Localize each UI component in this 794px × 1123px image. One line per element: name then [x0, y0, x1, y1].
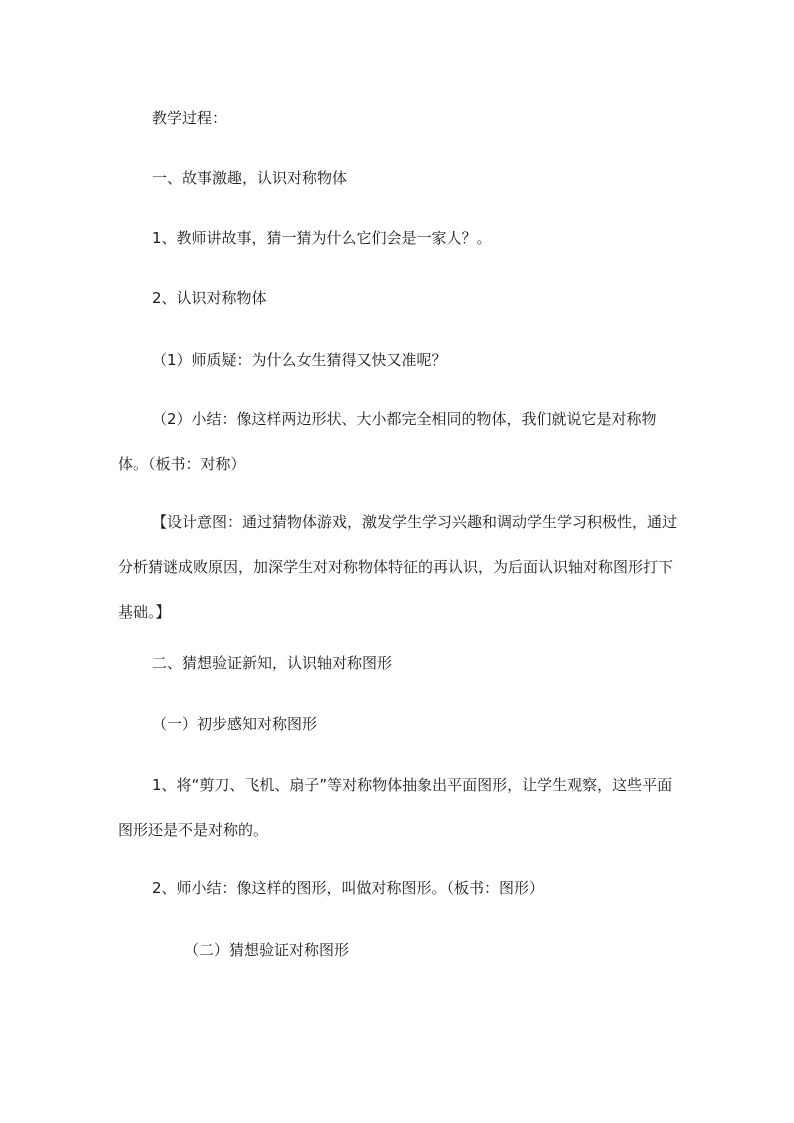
- sub1-text: （1）师质疑：为什么女生猜得又快又准呢？: [152, 351, 447, 369]
- heading: 教学过程：: [152, 109, 228, 127]
- design-intent-text: 【设计意图：通过猜物体游戏，激发学生学习兴趣和调动学生学习积极性，通过分析猜谜成败原因，加深学生对对称物体特征的再认识，为后面认识轴对称图形打下基础。】: [118, 513, 678, 621]
- section1-title: 一、故事激趣，认识对称物体: [152, 169, 348, 187]
- part1-item2-text: 2、师小结：像这样的图形，叫做对称图形。（板书：图形）: [152, 879, 545, 897]
- part1-title: （一）初步感知对称图形: [152, 715, 318, 733]
- part2-title: （二）猜想验证对称图形: [184, 941, 350, 959]
- item2-text: 2、认识对称物体: [152, 289, 267, 307]
- item1-text: 1、教师讲故事，猜一猜为什么它们会是一家人？。: [152, 229, 492, 247]
- part1-item1-text: 1、将“剪刀、飞机、扇子”等对称物体抽象出平面图形，让学生观察，这些平面图形还是不是对称的。: [118, 776, 673, 839]
- sub2-text: （2）小结：像这样两边形状、大小都完全相同的物体，我们就说它是对称物体。（板书：对称）: [118, 410, 657, 473]
- section2-title: 二、猜想验证新知，认识轴对称图形: [152, 654, 393, 672]
